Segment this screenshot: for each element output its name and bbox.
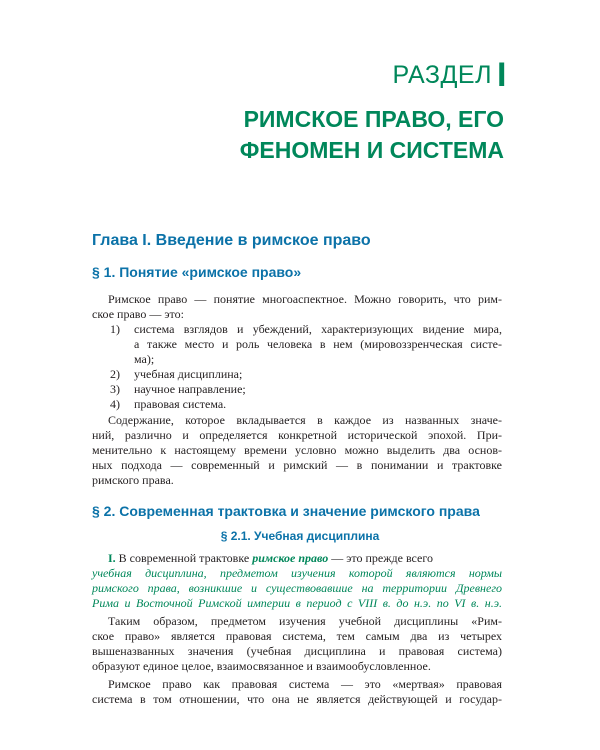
text-line: Таким образом, предметом изучения учебной дисциплины «Рим- xyxy=(108,614,502,628)
list-item-line: ма); xyxy=(134,352,155,366)
text-line: Римское право как правовая система — это «мертвая» правовая xyxy=(108,677,502,691)
list-item-line: научное направление; xyxy=(134,382,246,396)
text-line: ское право — это: xyxy=(92,307,184,321)
paragraph-heading: § 2. Современная трактовка и значение римского права xyxy=(92,503,480,519)
emphasis-term: римское право xyxy=(252,551,329,565)
text-run: — это прежде всего xyxy=(328,551,433,565)
text-line: Римское право — понятие многоаспектное. Можно говорить, что рим- xyxy=(108,292,502,306)
text-line xyxy=(108,551,502,566)
list-item-line: а также место и роль человека в нем (мировоззренческая систе- xyxy=(134,337,502,351)
part-title-line: РИМСКОЕ ПРАВО, ЕГО xyxy=(243,106,504,132)
paragraph-heading: § 1. Понятие «римское право» xyxy=(92,264,302,280)
part-title xyxy=(240,104,504,166)
text-line: ний, различно и определяется конкретной исторической эпохой. При- xyxy=(92,428,502,442)
text-line: образуют единое целое, взаимосвязанное и взаимообусловленное. xyxy=(92,659,431,673)
list-item-line: система взглядов и убеждений, характеризующих видение мира, xyxy=(134,322,502,336)
definition-line: римского права, возникшие и существовавшие на территории Древнего xyxy=(92,581,502,595)
section-label: РАЗДЕЛ xyxy=(392,61,492,89)
subparagraph-heading: § 2.1. Учебная дисциплина xyxy=(220,529,380,543)
list-number: 2) xyxy=(110,367,120,381)
part-title-line: ФЕНОМЕН И СИСТЕМА xyxy=(239,137,504,163)
text-line: ское право» является правовая система, тем самым два из четырех xyxy=(92,629,502,643)
list-number: 1) xyxy=(110,322,120,336)
definition-line: Рима и Восточной Римской империи в период с VIII в. до н.э. по VI в. н.э. xyxy=(92,596,502,610)
section-number: I xyxy=(497,56,507,94)
list-item-line: учебная дисциплина; xyxy=(134,367,243,381)
definition-line: учебная дисциплина, предметом изучения которой являются нормы xyxy=(92,566,502,580)
text-line: Содержание, которое вкладывается в каждое из названных значе- xyxy=(108,413,502,427)
chapter-heading: Глава I. Введение в римское право xyxy=(92,232,371,249)
text-line: вышеназванных значения (учебная дисциплина и правовая система) xyxy=(92,644,502,658)
text-line: ных подхода — современный и римский — в понимании и трактовке xyxy=(92,458,502,472)
text-line: система в том отношении, что она не является действующей и государ- xyxy=(92,692,502,706)
text-line: римского права. xyxy=(92,473,174,487)
text-line: менительно к настоящему времени условно можно выделить два основ- xyxy=(92,443,502,457)
section-marker: I. xyxy=(108,551,116,565)
list-number: 4) xyxy=(110,397,120,411)
list-item-line: правовая система. xyxy=(134,397,227,411)
list-number: 3) xyxy=(110,382,120,396)
text-run: В современной трактовке xyxy=(118,551,253,565)
